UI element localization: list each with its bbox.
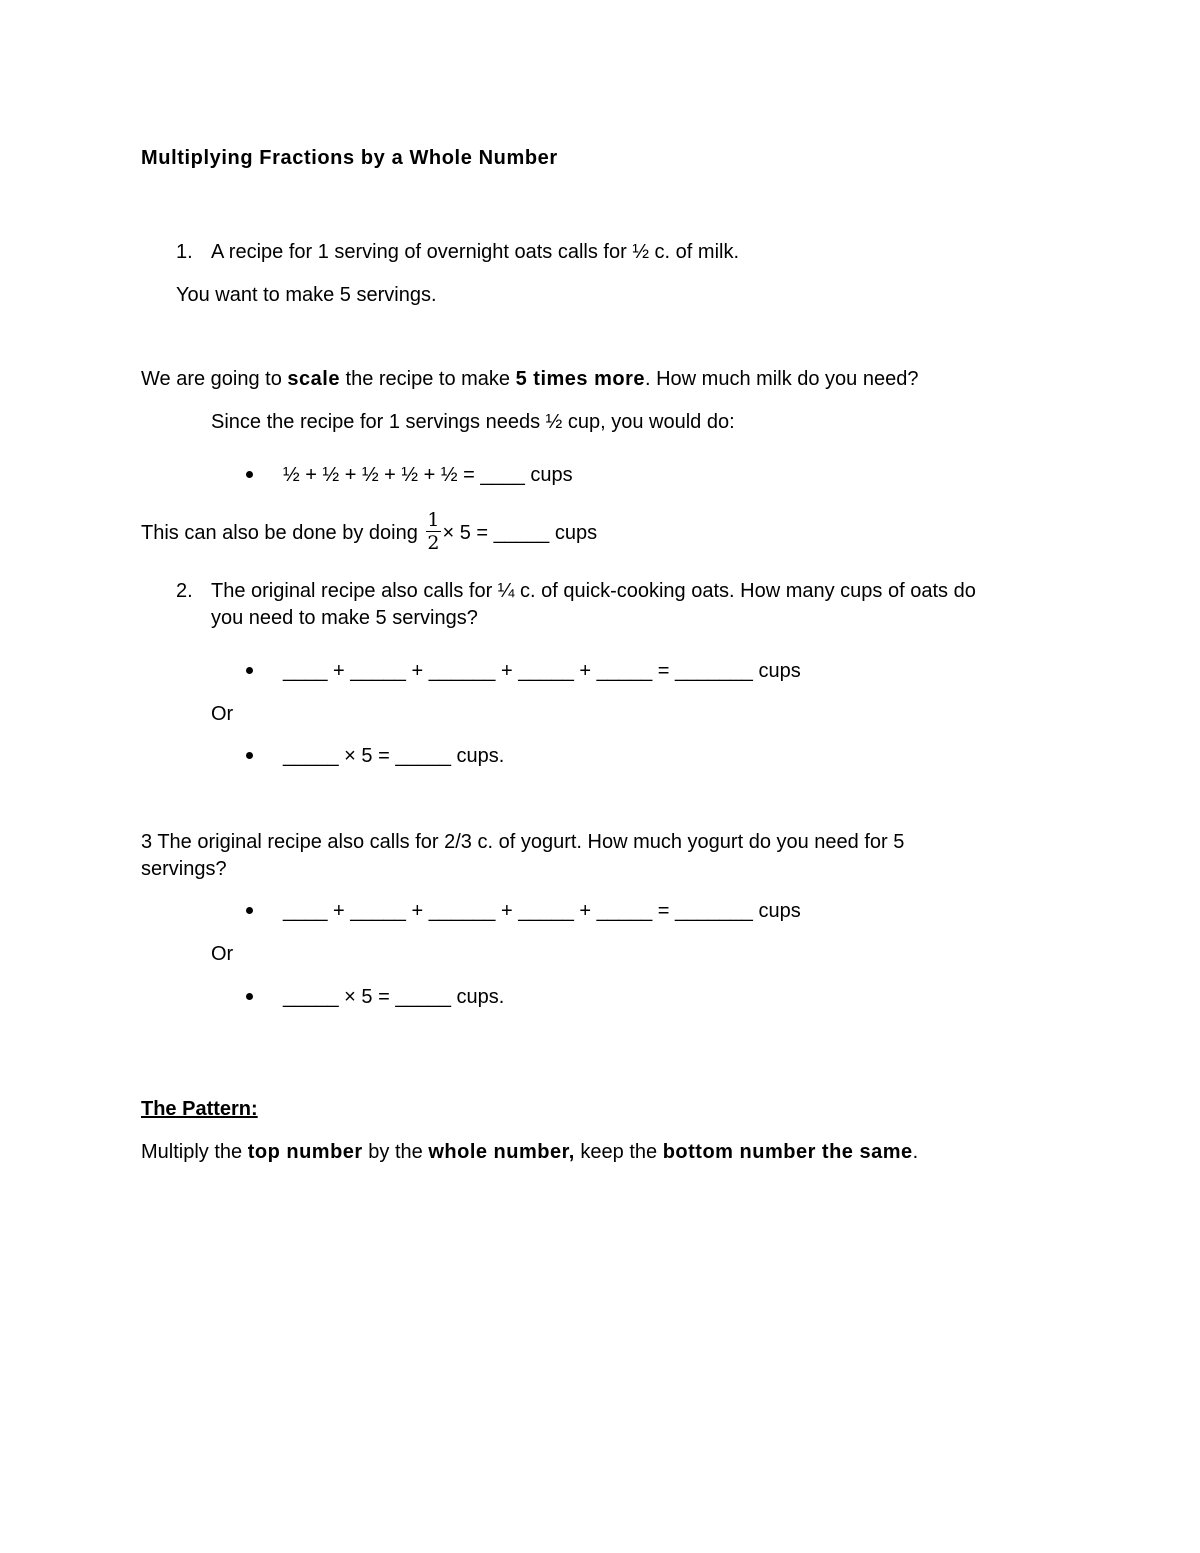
question-1 [176,239,739,265]
question-3-line2: servings? [141,858,227,880]
repeated-addition-line: ½ + ½ + ½ + ½ + ½ = ____ cups [283,464,573,486]
blank-addition-line: ____ + _____ + ______ + _____ + _____ = _______ cups [283,660,801,682]
question-text: A recipe for 1 serving of overnight oats calls for ½ c. of milk. [211,241,740,263]
scale-bold-word: scale [287,368,340,390]
question-text: The original recipe also calls for ¼ c. of quick-cooking oats. How many cups of oats do [211,580,976,602]
page-title: Multiplying Fractions by a Whole Number [141,147,558,169]
or-label: Or [211,943,234,965]
bullet-icon [246,993,253,1000]
question-2 [176,578,976,604]
fraction-statement-pre: This can also be done by doing [141,522,424,544]
or-label: Or [211,703,234,725]
fraction-times-statement [141,508,597,558]
pattern-text: . [912,1141,919,1163]
pattern-rule [141,1139,918,1165]
pattern-bold-top-number: top number [247,1141,363,1163]
pattern-bold-bottom-number: bottom number the same [662,1141,913,1163]
bullet-icon [246,471,253,478]
question-number: 2. [176,580,193,602]
question-number: 1. [176,241,193,263]
pattern-text: keep the [574,1141,663,1163]
bullet-icon [246,752,253,759]
scale-text-mid: the recipe to make [339,368,516,390]
since-statement: Since the recipe for 1 servings needs ½ cup, you would do: [211,411,735,433]
blank-multiplication-line: _____ × 5 = _____ cups. [283,986,505,1008]
fraction-numerator: 1 [427,509,440,532]
scale-statement [141,366,918,392]
question-1-subtext: You want to make 5 servings. [176,284,437,306]
scale-text-post: . How much milk do you need? [645,368,919,390]
blank-addition-line: ____ + _____ + ______ + _____ + _____ = _______ cups [283,900,801,922]
scale-text-pre: We are going to [141,368,288,390]
fraction-denominator: 2 [427,532,440,555]
scale-bold-phrase: 5 times more [515,368,645,390]
pattern-text: Multiply the [141,1141,248,1163]
bullet-icon [246,907,253,914]
pattern-heading: The Pattern: [141,1098,258,1120]
pattern-text: by the [362,1141,429,1163]
blank-multiplication-line: _____ × 5 = _____ cups. [283,745,505,767]
fraction-statement-post: × 5 = _____ cups [442,522,598,544]
bullet-icon [246,667,253,674]
question-2-line2: you need to make 5 servings? [211,607,478,629]
question-3: 3 The original recipe also calls for 2/3 c. of yogurt. How much yogurt do you need for 5 [141,831,905,853]
pattern-bold-whole-number: whole number, [428,1141,575,1163]
fraction-one-half [426,509,440,554]
